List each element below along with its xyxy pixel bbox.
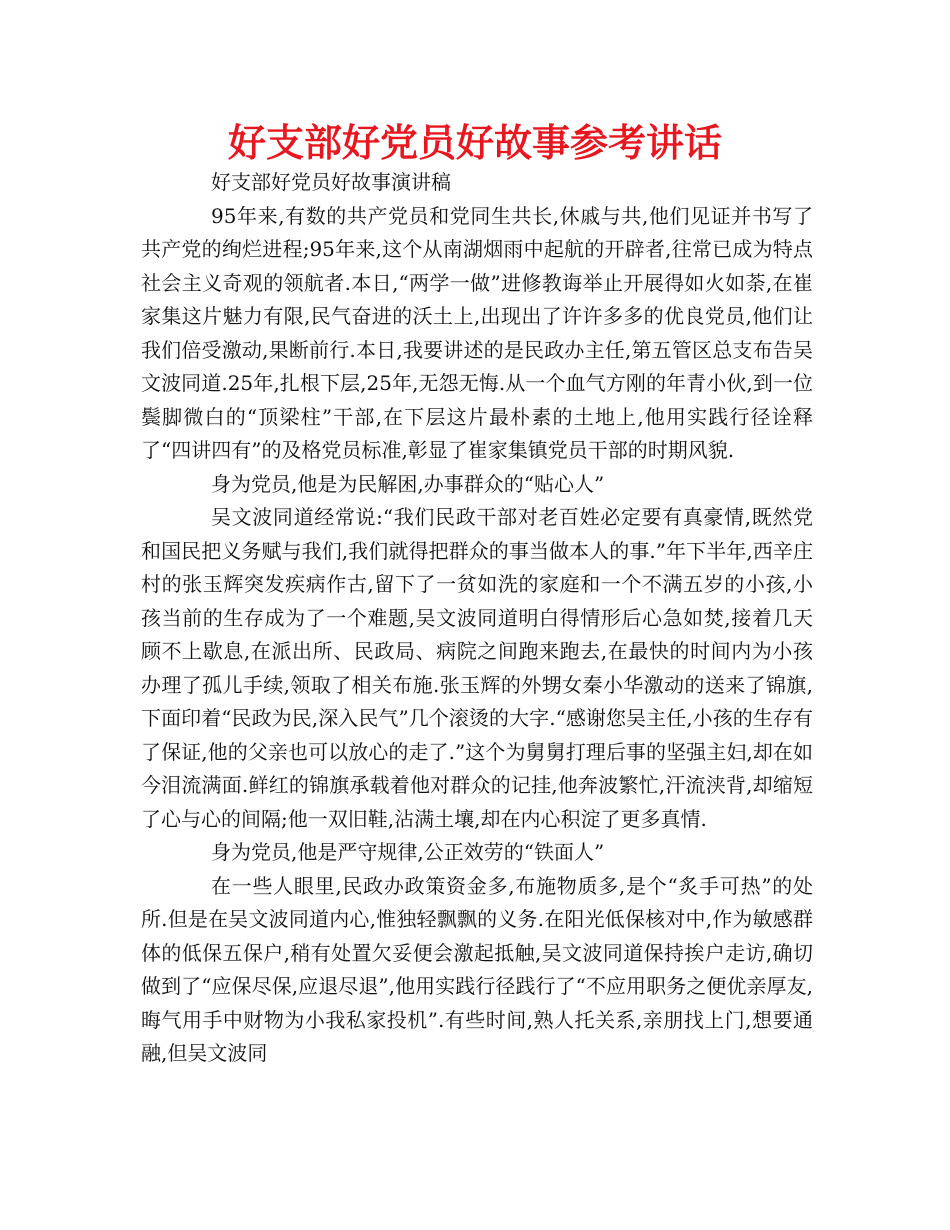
document-title: 好支部好党员好故事参考讲话	[227, 121, 722, 165]
body-paragraph: 95年来,有数的共产党员和党同生共长,休戚与共,他们见证并书写了共产党的绚烂进程;95年来,这个从南湖烟雨中起航的开辟者,往常已成为特点社会主义奇观的领航者.本日,“两学一做”进修教诲举止开展得如火如荼,在崔家集这片魅力有限,民气奋进的沃土上,出现出了许许多多的优良党员,他们让我们倍受激动,果断前行.本日,我要讲述的是民政办主任,第五管区总支布告吴文波同道.25年,扎根下层,25年,无怨无悔.从一个血气方刚的年青小伙,到一位鬓脚微白的“顶梁柱”干部,在下层这片最朴素的土地上,他用实践行径诠释了“四讲四有”的及格党员标准,彰显了崔家集镇党员干部的时期风貌.	[141, 203, 813, 462]
subtitle-paragraph: 好支部好党员好故事演讲稿	[211, 170, 451, 194]
body-paragraph: 吴文波同道经常说:“我们民政干部对老百姓必定要有真豪情,既然党和国民把义务赋与我们,我们就得把群众的事当做本人的事.”年下半年,西辛庄村的张玉辉突发疾病作古,留下了一贫如洗的家庭和一个不满五岁的小孩,小孩当前的生存成为了一个难题,吴文波同道明白得情形后心急如焚,接着几天顾不上歇息,在派出所、民政局、病院之间跑来跑去,在最快的时间内为小孩办理了孤儿手续,领取了相关布施.张玉辉的外甥女秦小华激动的送来了锦旗,下面印着“民政为民,深入民气”几个滚烫的大字.“感谢您吴主任,小孩的生存有了保证,他的父亲也可以放心的走了.”这个为舅舅打理后事的坚强主妇,却在如今泪流满面.鲜红的锦旗承载着他对群众的记挂,他奔波繁忙,汗流浃背,却缩短了心与心的间隔;他一双旧鞋,沾满土壤,却在内心积淀了更多真情.	[141, 505, 813, 831]
section-heading: 身为党员,他是为民解困,办事群众的“贴心人”	[211, 471, 605, 496]
document-body	[141, 166, 813, 1071]
section-heading: 身为党员,他是严守规律,公正效劳的“铁面人”	[211, 840, 605, 864]
body-paragraph: 在一些人眼里,民政办政策资金多,布施物质多,是个“炙手可热”的处所.但是在吴文波同道内心,惟独轻飘飘的义务.在阳光低保核对中,作为敏感群体的低保五保户,稍有处置欠妥便会激起抵触,吴文波同道保持挨户走访,确切做到了“应保尽保,应退尽退”,他用实践行径践行了“不应用职务之便优亲厚友,晦气用手中财物为小我私家投机”.有些时间,熟人托关系,亲朋找上门,想要通融,但吴文波同	[141, 873, 813, 1065]
